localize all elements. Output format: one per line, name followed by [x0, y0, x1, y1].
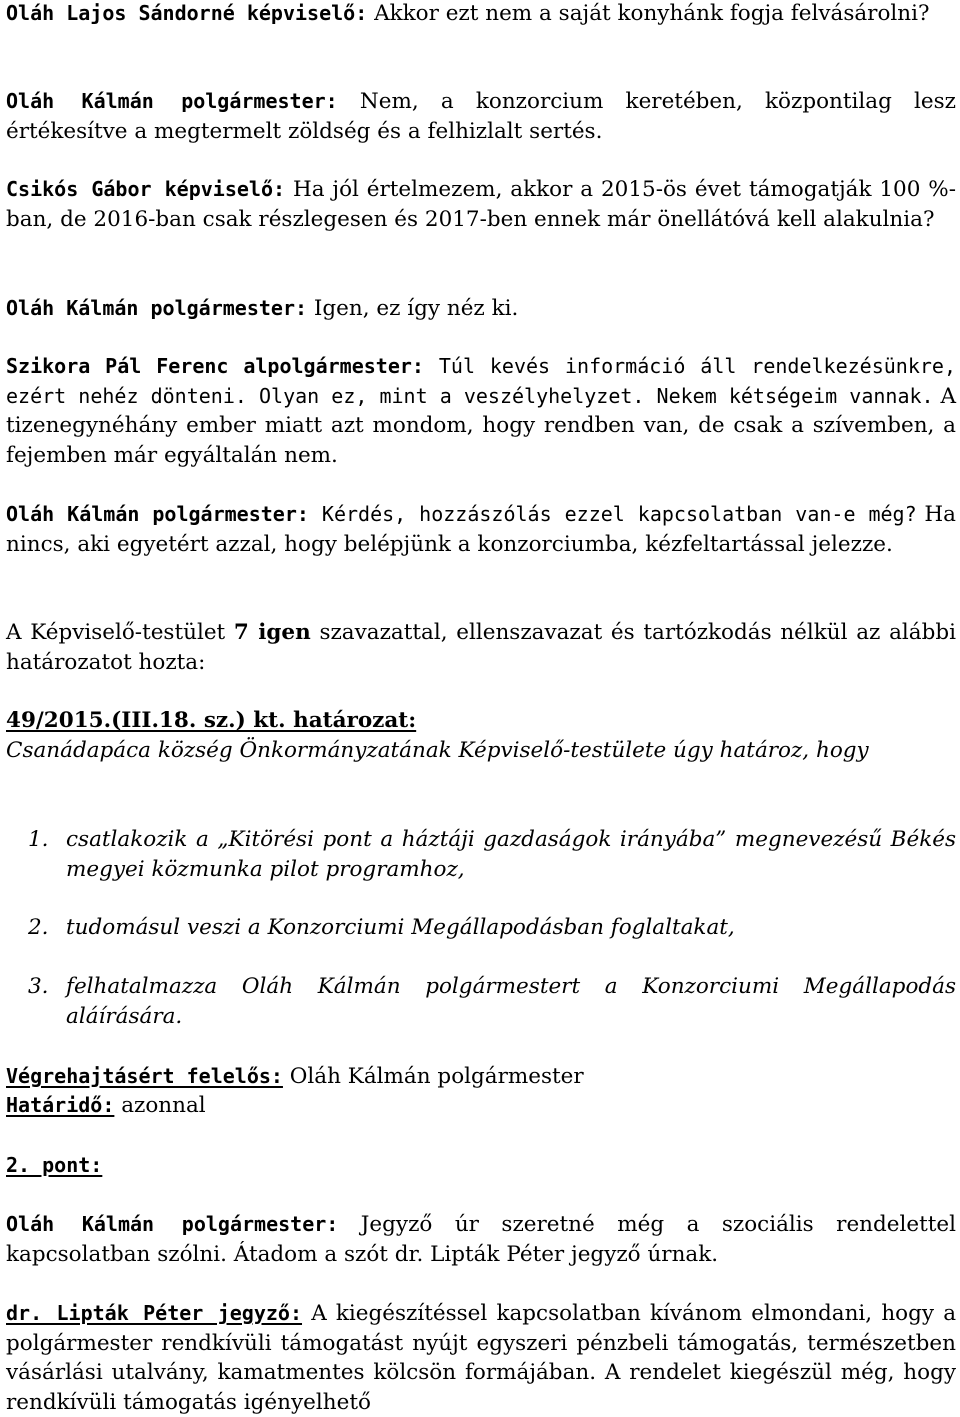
paragraph-polgarmester-2 [6, 294, 956, 324]
resolution-intro: Csanádapáca község Önkormányzatának Képviselő-testülete úgy határoz, hogy [6, 738, 869, 763]
paragraph-polgarmester-4 [6, 1210, 956, 1269]
section-heading: 2. pont: [6, 1153, 103, 1177]
item-text: tudomásul veszi a Konzorciumi Megállapodásban foglaltakat, [66, 915, 735, 940]
item-number: 3. [28, 974, 49, 999]
paragraph-polgarmester-3 [6, 500, 956, 559]
item-number: 2. [28, 915, 49, 940]
paragraph-text: Igen, ez így néz ki. [307, 296, 519, 321]
speaker-name: Oláh Lajos Sándorné képviselő: [6, 1, 368, 25]
vote-count: 7 igen [233, 620, 311, 645]
item-text: felhatalmazza Oláh Kálmán polgármestert a Konzorciumi Megállapodás aláírására. [66, 974, 956, 1029]
paragraph-text: Túl kevés információ áll rendelkezésünkre, ezért nehéz dönteni. Olyan ez, mint a veszélyhelyzet. Nekem kétségeim vannak. [6, 354, 956, 408]
item-number: 1. [28, 827, 49, 852]
paragraph-text-2: Ha nincs, aki egyetért azzal, hogy belépjünk a konzorciumba, kézfeltartással jelezze. [6, 502, 956, 557]
paragraph-csikos-gabor [6, 175, 956, 234]
paragraph-polgarmester-1 [6, 87, 956, 146]
deadline-label: Határidő: [6, 1093, 115, 1117]
resolution-item [28, 972, 956, 1031]
vote-statement [6, 618, 956, 677]
item-text: csatlakozik a „Kitörési pont a háztáji gazdaságok irányába” megnevezésű Békés megyei közmunka pilot programhoz, [66, 827, 956, 882]
paragraph-text: A kiegészítéssel kapcsolatban kívánom elmondani, hogy a polgármester rendkívüli támogatást nyújt egyszeri pénzbeli támogatás, természetben vásárlási utalvány, kamatmentes kölcsön formájában. A rendelet kiegészül még, hogy rendkívüli támogatás igényelhető [6, 1301, 957, 1415]
speaker-name: Oláh Kálmán polgármester: [6, 502, 309, 526]
speaker-name: dr. Lipták Péter jegyző: [6, 1301, 303, 1325]
vote-text-post: szavazattal, ellenszavazat és tartózkodás nélkül az alábbi határozatot hozta: [6, 620, 956, 675]
paragraph-liptak-peter [6, 1299, 956, 1417]
speaker-name: Csikós Gábor képviselő: [6, 177, 286, 201]
speaker-name: Oláh Kálmán polgármester: [6, 296, 308, 320]
responsible-label: Végrehajtásért felelős: [6, 1064, 283, 1088]
resolution-item [28, 825, 956, 884]
deadline-value: azonnal [114, 1093, 206, 1118]
resolution-number: 49/2015.(III.18. sz.) kt. határozat: [6, 708, 417, 733]
paragraph-olah-lajosne [6, 0, 956, 29]
responsible-line [6, 1062, 584, 1092]
vote-text-pre: A Képviselő-testület [6, 620, 234, 645]
paragraph-text: Kérdés, hozzászólás ezzel kapcsolatban van-e még? [308, 502, 917, 526]
responsible-value: Oláh Kálmán polgármester [282, 1064, 584, 1089]
paragraph-text-2: A tizenegynéhány ember miatt azt mondom, hogy rendben van, de csak a szívemben, a fejemben már egyáltalán nem. [6, 383, 956, 468]
paragraph-text: Nem, a konzorcium keretében, központilag lesz értékesítve a megtermelt zöldség és a felhizlalt sertés. [6, 89, 956, 144]
deadline-line [6, 1091, 206, 1121]
speaker-name: Oláh Kálmán polgármester: [6, 89, 338, 113]
paragraph-text: Akkor ezt nem a saját konyhánk fogja felvásárolni? [367, 1, 930, 26]
paragraph-text: Ha jól értelmezem, akkor a 2015-ös évet támogatják 100 %-ban, de 2016-ban csak részlegesen és 2017-ben ennek már önellátóvá kell alakulnia? [6, 177, 956, 232]
speaker-name: Oláh Kálmán polgármester: [6, 1212, 339, 1236]
speaker-name: Szikora Pál Ferenc alpolgármester: [6, 354, 424, 378]
resolution-item [28, 913, 956, 943]
paragraph-text: Jegyző úr szeretné még a szociális rendelettel kapcsolatban szólni. Átadom a szót dr. Lipták Péter jegyző úrnak. [6, 1212, 956, 1267]
paragraph-szikora-pal [6, 352, 956, 470]
